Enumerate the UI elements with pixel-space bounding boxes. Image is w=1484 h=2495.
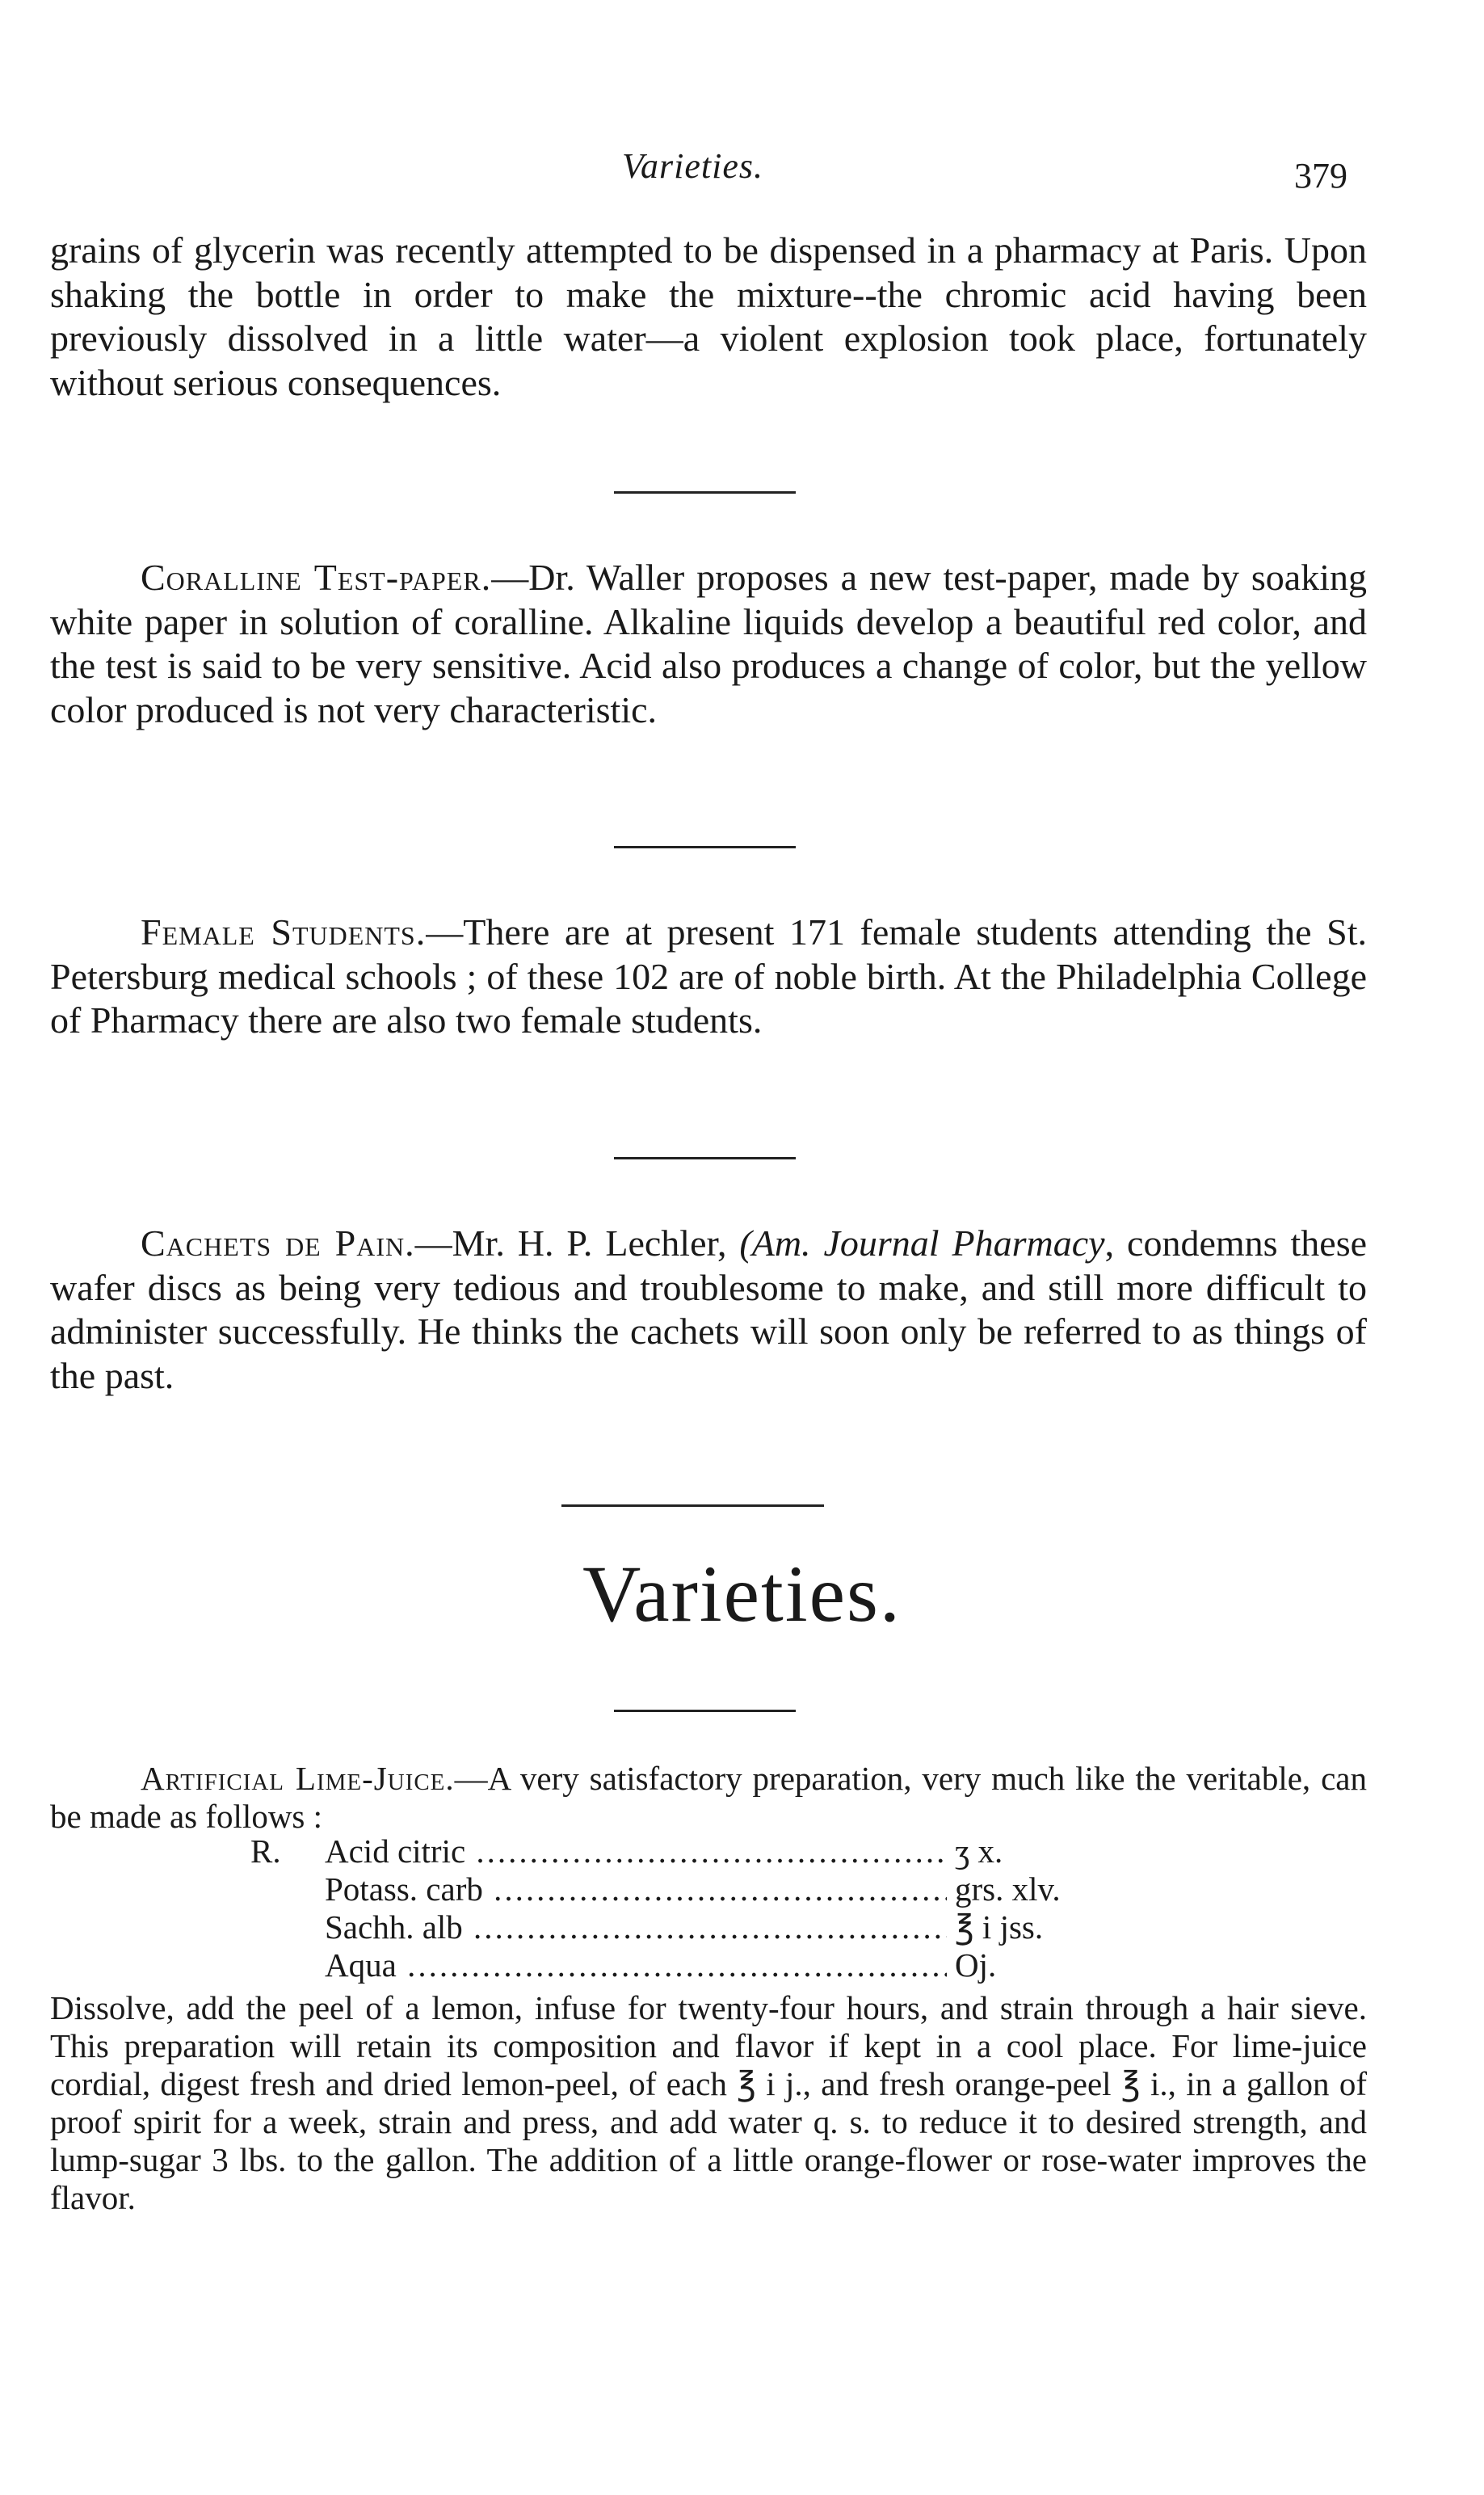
recipe-row — [50, 1908, 1343, 1946]
separator-rule — [614, 1157, 796, 1159]
recipe-row — [50, 1832, 1343, 1870]
recipe-row — [50, 1870, 1343, 1908]
directions-text: Dissolve, add the peel of a lemon, infuse for twenty-four hours, and strain through a hair sieve. This preparation will retain its composition and flavor if kept in a cool place. For lime-juice cordial, digest fresh and dried lemon-peel, of each ℥ i j., and fresh orange-peel ℥ i., in a gallon of proof spirit for a week, strain and press, and add water q. s. to reduce it to desired strength, and lump-sugar 3 lbs. to the gallon. The addition of a little orange-flower or rose-water improves the flavor. — [50, 1989, 1367, 2216]
continuation-text: grains of glycerin was recently attempted to be dispensed in a pharmacy at Paris. Upon shaking the bottle in order to make the mixture--the chromic acid having been previously dissolved in a little water—a violent explosion took place, fortunately without serious consequences. — [50, 229, 1367, 403]
article-intro: A very satisfactory preparation, very much like the veritable, can be made as follows : — [50, 1760, 1367, 1835]
article-citation: (Am. Journal Pharmacy — [739, 1222, 1105, 1264]
article-dash: — — [491, 557, 529, 598]
article-text: There are at present 171 female students attending the St. Petersburg medical schools ; of these 102 are of noble birth. At the Philadelphia College of Pharmacy there are also two female students. — [50, 911, 1367, 1041]
recipe-quantity: ℥ i jss. — [947, 1908, 1043, 1946]
separator-rule — [561, 1504, 824, 1507]
recipe-ingredient: Sachh. alb ..... — [325, 1908, 979, 1946]
recipe-list — [50, 1832, 1343, 1984]
separator-rule — [614, 846, 796, 848]
article-text: Mr. H. P. Lechler, — [452, 1222, 740, 1264]
article-text: Dr. Waller proposes a new test-paper, made by soaking white paper in solution of coralline. Alkaline liquids develop a beautiful red color, and the test is said to be very sensitive. Acid also produces a change of color, but the yellow color produced is not very characteristic. — [50, 557, 1367, 730]
recipe-quantity: ʒ x. — [947, 1832, 1003, 1870]
article-title: Coralline Test-paper. — [141, 557, 492, 598]
recipe-ingredient: Potass. carb ..... — [325, 1870, 979, 1908]
recipe-prefix: R. — [250, 1832, 281, 1870]
page-number: 379 — [1294, 156, 1347, 196]
recipe-ingredient: Aqua ..... — [325, 1946, 979, 1984]
separator-rule — [614, 1710, 796, 1712]
article-title: Artificial Lime-Juice. — [141, 1760, 455, 1797]
lime-juice-directions — [50, 1989, 1367, 2217]
article-female-students — [50, 911, 1367, 1043]
article-text: , condemns these wafer discs as being very tedious and troublesome to make, and still more difficult to administer successfully. He thinks the cachets will soon only be referred to as things of the past. — [50, 1222, 1368, 1396]
article-lime-juice — [50, 1760, 1367, 1836]
article-dash: — — [414, 1222, 452, 1264]
recipe-ingredient: Acid citric ..... — [325, 1832, 979, 1870]
article-coralline — [50, 556, 1367, 732]
recipe-quantity: grs. xlv. — [947, 1870, 1061, 1908]
article-dash: — — [454, 1760, 488, 1797]
article-title: Cachets de Pain. — [141, 1222, 415, 1264]
separator-rule — [614, 491, 796, 494]
section-heading: Varieties. — [582, 1549, 902, 1639]
article-dash: — — [426, 911, 464, 953]
running-title: Varieties. — [622, 146, 763, 186]
recipe-quantity: Oj. — [947, 1946, 996, 1984]
running-head — [0, 145, 1484, 194]
recipe-row — [50, 1946, 1343, 1984]
article-cachets — [50, 1222, 1367, 1398]
continuation-paragraph — [50, 229, 1367, 405]
article-title: Female Students. — [141, 911, 427, 953]
